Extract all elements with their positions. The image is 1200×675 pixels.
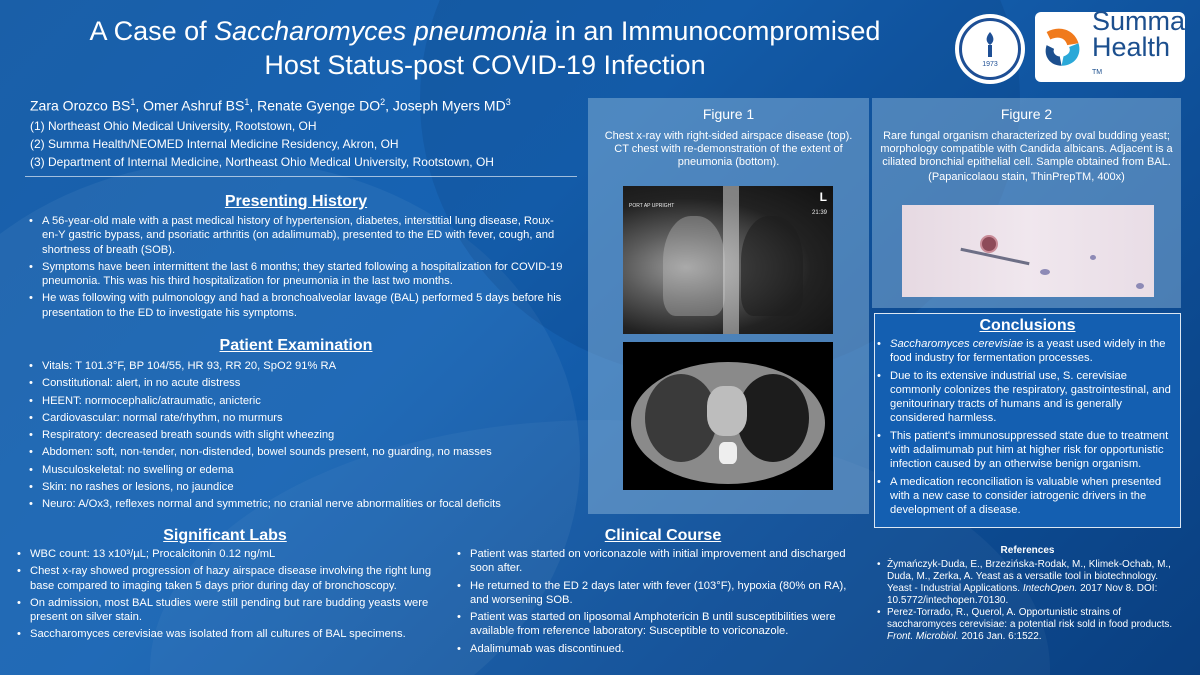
list-item: • This patient's immunosuppressed state due to treatment with adalimumab put him at higher risk for opportunistic infection caused by an otherwise benign organism. bbox=[876, 429, 1176, 472]
figure-2-caption: Rare fungal organism characterized by oval budding yeast; morphology compatible with Candida albicans. Adjacent is a ciliated bronchial epithelial cell. Sample obtained from BAL. bbox=[880, 130, 1173, 168]
list-item: • On admission, most BAL studies were still pending but rare budding yeasts were present on silver stain. bbox=[16, 596, 444, 625]
figure-1-caption: Chest x-ray with right-sided airspace disease (top). CT chest with re-demonstration of the extent of pneumonia (bottom). bbox=[604, 130, 853, 168]
list-item: • WBC count: 13 x10³/µL; Procalcitonin 0.12 ng/mL bbox=[16, 547, 444, 561]
poster-title: A Case of Saccharomyces pneumonia in an Immunocompromised Host Status-post COVID-19 Infection bbox=[89, 16, 881, 80]
reference-item: • Żymańczyk-Duda, E., Brzezińska-Rodak, M., Klimek-Ochab, M., Duda, M., Zerka, A. Yeast as a versatile tool in biotechnology. Yeast - Industrial Applications. IntechOpen. 2017 Nov 8. DOI: 10.5772/intechopen.70130. bbox=[876, 559, 1176, 607]
list-item: • Saccharomyces cerevisiae was isolated from all cultures of BAL specimens. bbox=[16, 627, 444, 641]
list-item: • Patient was started on voriconazole with initial improvement and discharged soon after. bbox=[456, 547, 866, 576]
references-list bbox=[876, 559, 1176, 643]
affiliation: (3) Department of Internal Medicine, Northeast Ohio Medical University, Rootstown, OH bbox=[30, 155, 494, 169]
affiliation: (1) Northeast Ohio Medical University, Rootstown, OH bbox=[30, 119, 317, 133]
neomed-logo bbox=[955, 14, 1025, 84]
list-item: • A 56-year-old male with a past medical history of hypertension, diabetes, interstitial lung disease, Roux-en-Y gastric bypass, and psoriatic arthritis (on adalimumab), presented to the ED with fever, cough, and shortness of breath (SOB). bbox=[28, 214, 568, 257]
affiliation: (2) Summa Health/NEOMED Internal Medicine Residency, Akron, OH bbox=[30, 137, 399, 151]
list-item: • He was following with pulmonology and had a bronchoalveolar lavage (BAL) performed 5 days before his presentation to the ED to investigate his symptoms. bbox=[28, 291, 568, 320]
patient-examination-list bbox=[28, 359, 578, 515]
conclusions-list bbox=[876, 337, 1176, 521]
neomed-year: 1973 bbox=[982, 61, 998, 68]
list-item: • Neuro: A/Ox3, reflexes normal and symmetric; no cranial nerve abnormalities or focal deficits bbox=[28, 497, 578, 511]
list-item: • He returned to the ED 2 days later with fever (103°F), hypoxia (80% on RA), and worsening SOB. bbox=[456, 579, 866, 608]
presenting-history-heading: Presenting History bbox=[224, 193, 368, 210]
divider bbox=[25, 176, 577, 177]
micrograph-image bbox=[902, 205, 1154, 297]
list-item: • Vitals: T 101.3°F, BP 104/55, HR 93, RR 20, SpO2 91% RA bbox=[28, 359, 578, 373]
list-item: • Adalimumab was discontinued. bbox=[456, 642, 866, 656]
list-item: • Symptoms have been intermittent the last 6 months; they started following a hospitalization for COVID-19 pneumonia. This was his third hospitalization for pneumonia in the last two months. bbox=[28, 260, 568, 289]
ct-chest-image bbox=[623, 342, 833, 490]
list-item: • HEENT: normocephalic/atraumatic, anicteric bbox=[28, 394, 578, 408]
patient-examination-heading: Patient Examination bbox=[219, 337, 373, 354]
clinical-course-heading: Clinical Course bbox=[604, 527, 722, 544]
health-word: Health TM bbox=[1091, 32, 1171, 76]
significant-labs-list bbox=[16, 547, 444, 645]
list-item: • Saccharomyces cerevisiae is a yeast used widely in the food industry for fermentation processes. bbox=[876, 337, 1176, 366]
figure-2-heading: Figure 2 bbox=[1000, 106, 1053, 122]
author-list: Zara Orozco $BS^1$, Omer Ashruf $BS^1$, Renate Gyenge $DO^2$, Joseph Myers $MD^3$ bbox=[30, 97, 511, 114]
summa-health-logo bbox=[1035, 6, 1185, 82]
list-item: • Cardiovascular: normal rate/rhythm, no murmurs bbox=[28, 411, 578, 425]
torch-icon bbox=[978, 30, 1002, 60]
summa-mark-icon bbox=[1041, 21, 1086, 73]
figure-1-heading: Figure 1 bbox=[702, 106, 755, 122]
list-item: • A medication reconciliation is valuable when presented with a new case to consider iatrogenic drivers in the development of a disease. bbox=[876, 475, 1176, 518]
list-item: • Constitutional: alert, in no acute distress bbox=[28, 376, 578, 390]
list-item: • Musculoskeletal: no swelling or edema bbox=[28, 463, 578, 477]
list-item: • Respiratory: decreased breath sounds with slight wheezing bbox=[28, 428, 578, 442]
chest-xray-image: PORT AP UPRIGHT L 21:39 bbox=[623, 186, 833, 334]
clinical-course-list bbox=[456, 547, 866, 659]
conclusions-heading: Conclusions bbox=[979, 317, 1076, 334]
figure-2-stain: (Papanicolaou stain, ThinPrepTM, 400x) bbox=[928, 171, 1125, 183]
list-item: • Abdomen: soft, non-tender, non-distended, bowel sounds present, no guarding, no masses bbox=[28, 445, 578, 459]
significant-labs-heading: Significant Labs bbox=[163, 527, 287, 544]
summa-word: Summa bbox=[1091, 6, 1185, 36]
list-item: • Due to its extensive industrial use, S. cerevisiae commonly colonizes the respiratory, gastrointestinal, and genitourinary tracts of humans and is generally considered harmless. bbox=[876, 369, 1176, 426]
references-heading: References bbox=[1000, 545, 1055, 556]
list-item: • Skin: no rashes or lesions, no jaundice bbox=[28, 480, 578, 494]
presenting-history-list bbox=[28, 214, 568, 323]
list-item: • Chest x-ray showed progression of hazy airspace disease involving the right lung base compared to imaging taken 5 days prior during day of bronchoscopy. bbox=[16, 564, 444, 593]
list-item: • Patient was started on liposomal Amphotericin B until susceptibilities were available from reference laboratory: Susceptible to voriconazole. bbox=[456, 610, 866, 639]
reference-item: • Perez-Torrado, R., Querol, A. Opportunistic strains of saccharomyces cerevisiae: a potential risk sold in food products. Front. Microbiol. 2016 Jan. 6:1522. bbox=[876, 607, 1176, 643]
